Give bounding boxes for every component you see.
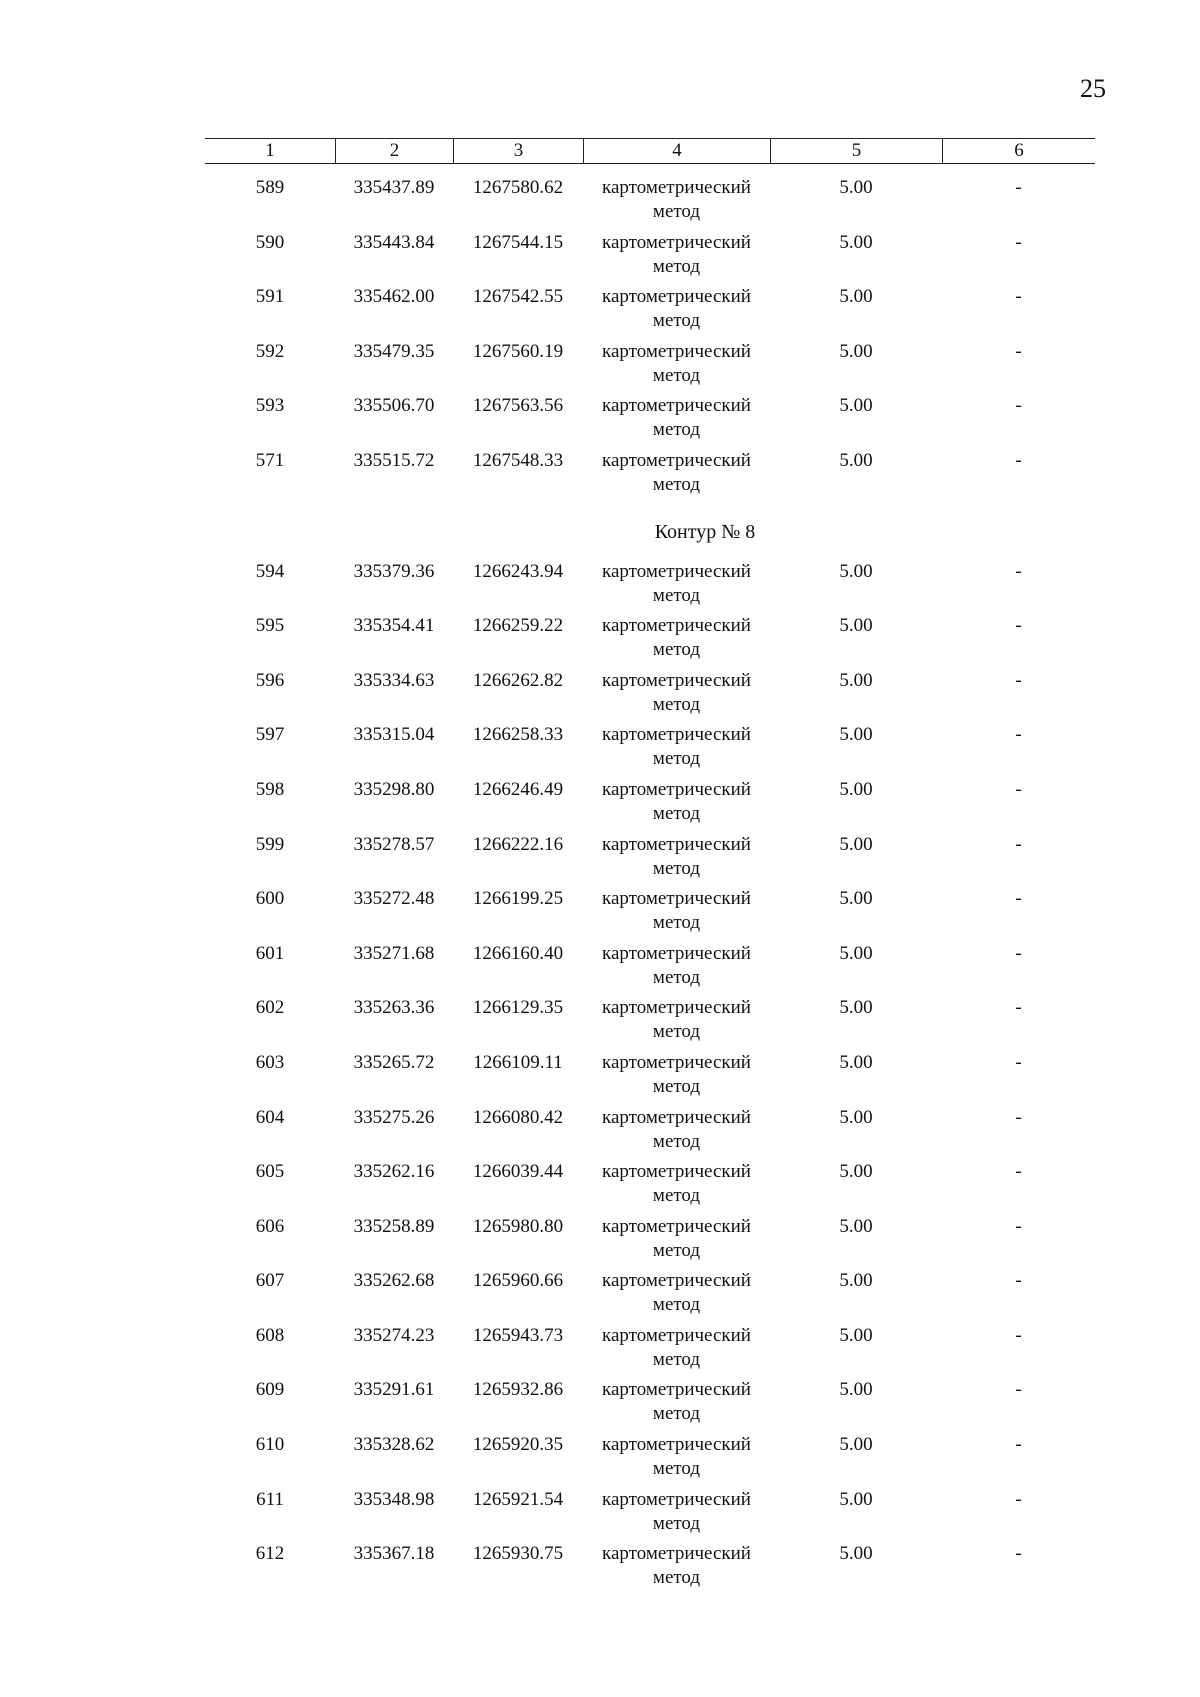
method-line-1: картометрический — [602, 560, 751, 582]
table-row — [205, 231, 1095, 286]
point-number: 571 — [255, 449, 285, 471]
point-number: 591 — [255, 286, 285, 308]
note: - — [1015, 724, 1022, 746]
method-line-2: метод — [652, 639, 701, 661]
coord-y: 1267544.15 — [472, 231, 564, 253]
coord-y: 1266259.22 — [472, 615, 564, 637]
header-col-5: 5 — [770, 139, 942, 163]
point-number: 596 — [255, 669, 285, 691]
accuracy: 5.00 — [839, 1434, 873, 1456]
accuracy: 5.00 — [839, 449, 873, 471]
note: - — [1015, 1051, 1022, 1073]
table-row — [205, 614, 1095, 669]
note: - — [1015, 286, 1022, 308]
coord-y: 1265920.35 — [472, 1434, 564, 1456]
method — [583, 833, 770, 888]
note: - — [1015, 1324, 1022, 1346]
method-line-2: метод — [652, 1130, 701, 1152]
method-line-2: метод — [652, 1239, 701, 1261]
table-row — [205, 1488, 1095, 1543]
coord-x: 335278.57 — [353, 833, 435, 855]
method — [583, 1378, 770, 1433]
coord-x: 335506.70 — [353, 395, 435, 417]
method-line-2: метод — [652, 364, 701, 386]
method-line-2: метод — [652, 1185, 701, 1207]
method-line-1: картометрический — [602, 724, 751, 746]
accuracy: 5.00 — [839, 1488, 873, 1510]
coord-y: 1266262.82 — [472, 669, 564, 691]
method-line-1: картометрический — [602, 833, 751, 855]
method — [583, 560, 770, 615]
coord-y: 1265960.66 — [472, 1270, 564, 1292]
table-row — [205, 669, 1095, 724]
note: - — [1015, 942, 1022, 964]
note: - — [1015, 231, 1022, 253]
note: - — [1015, 1543, 1022, 1565]
method-line-2: метод — [652, 857, 701, 879]
note: - — [1015, 1215, 1022, 1237]
table-row — [205, 778, 1095, 833]
coord-y: 1266160.40 — [472, 942, 564, 964]
coord-y: 1266039.44 — [472, 1161, 564, 1183]
method-line-1: картометрический — [602, 669, 751, 691]
accuracy: 5.00 — [839, 560, 873, 582]
method-line-1: картометрический — [602, 1488, 751, 1510]
point-number: 603 — [255, 1051, 285, 1073]
note: - — [1015, 778, 1022, 800]
method-line-1: картометрический — [602, 1270, 751, 1292]
point-number: 592 — [255, 340, 285, 362]
point-number: 589 — [255, 177, 285, 198]
header-col-2: 2 — [335, 139, 453, 163]
point-number: 607 — [255, 1270, 285, 1292]
coord-x: 335274.23 — [353, 1324, 435, 1346]
coord-x: 335263.36 — [353, 997, 435, 1019]
method — [583, 723, 770, 778]
table-row — [205, 394, 1095, 449]
note: - — [1015, 340, 1022, 362]
point-number: 593 — [255, 395, 285, 417]
coord-y: 1265921.54 — [472, 1488, 564, 1510]
coord-y: 1265930.75 — [472, 1543, 564, 1565]
method-line-2: метод — [652, 419, 701, 441]
note: - — [1015, 1106, 1022, 1128]
method — [583, 176, 770, 231]
method-line-2: метод — [652, 1567, 701, 1589]
accuracy: 5.00 — [839, 231, 873, 253]
header-col-6: 6 — [942, 139, 1095, 163]
method-line-1: картометрический — [602, 1161, 751, 1183]
coord-y: 1266109.11 — [473, 1051, 563, 1073]
coord-y: 1267542.55 — [472, 286, 564, 308]
coord-y: 1265943.73 — [472, 1324, 564, 1346]
table-row — [205, 1160, 1095, 1215]
coord-x: 335379.36 — [353, 560, 435, 582]
point-number: 597 — [255, 724, 285, 746]
accuracy: 5.00 — [839, 997, 873, 1019]
coord-x: 335262.68 — [353, 1270, 435, 1292]
method-line-2: метод — [652, 1075, 701, 1097]
method — [583, 778, 770, 833]
coord-y: 1266199.25 — [472, 888, 564, 910]
method — [583, 1542, 770, 1597]
note: - — [1015, 1379, 1022, 1401]
method — [583, 285, 770, 340]
method-line-1: картометрический — [602, 778, 751, 800]
point-number: 609 — [255, 1379, 285, 1401]
method — [583, 394, 770, 449]
method-line-2: метод — [652, 201, 701, 222]
method-line-2: метод — [652, 1458, 701, 1480]
coord-x: 335275.26 — [353, 1106, 435, 1128]
method-line-1: картометрический — [602, 1324, 751, 1346]
coord-y: 1267580.62 — [472, 177, 564, 198]
method — [583, 1215, 770, 1270]
method-line-2: метод — [652, 473, 701, 495]
accuracy: 5.00 — [839, 778, 873, 800]
table-row — [205, 449, 1095, 504]
method — [583, 1324, 770, 1379]
accuracy: 5.00 — [839, 1324, 873, 1346]
note: - — [1015, 669, 1022, 691]
method-line-1: картометрический — [602, 395, 751, 417]
coord-x: 335265.72 — [353, 1051, 435, 1073]
header-col-4: 4 — [583, 139, 770, 163]
accuracy: 5.00 — [839, 1215, 873, 1237]
point-number: 612 — [255, 1543, 285, 1565]
coord-x: 335367.18 — [353, 1543, 435, 1565]
method-line-1: картометрический — [602, 1215, 751, 1237]
accuracy: 5.00 — [839, 942, 873, 964]
accuracy: 5.00 — [839, 1543, 873, 1565]
note: - — [1015, 615, 1022, 637]
coord-x: 335515.72 — [353, 449, 435, 471]
method-line-1: картометрический — [602, 888, 751, 910]
table-row — [205, 1215, 1095, 1270]
method-line-1: картометрический — [602, 942, 751, 964]
note: - — [1015, 1161, 1022, 1183]
method-line-2: метод — [652, 255, 701, 277]
point-number: 611 — [256, 1488, 284, 1510]
method-line-2: метод — [652, 1403, 701, 1425]
coord-x: 335315.04 — [353, 724, 435, 746]
point-number: 595 — [255, 615, 285, 637]
accuracy: 5.00 — [839, 395, 873, 417]
method — [583, 1433, 770, 1488]
table-row — [205, 1433, 1095, 1488]
coord-x: 335334.63 — [353, 669, 435, 691]
method — [583, 669, 770, 724]
point-number: 601 — [255, 942, 285, 964]
method-line-1: картометрический — [602, 1051, 751, 1073]
point-number: 598 — [255, 778, 285, 800]
note: - — [1015, 833, 1022, 855]
method — [583, 1488, 770, 1543]
method-line-1: картометрический — [602, 1543, 751, 1565]
method-line-1: картометрический — [602, 997, 751, 1019]
method — [583, 1106, 770, 1161]
method-line-2: метод — [652, 966, 701, 988]
accuracy: 5.00 — [839, 286, 873, 308]
method-line-1: картометрический — [602, 449, 751, 471]
table-row — [205, 1051, 1095, 1106]
coord-x: 335262.16 — [353, 1161, 435, 1183]
note: - — [1015, 449, 1022, 471]
table-row — [205, 1324, 1095, 1379]
coord-x: 335354.41 — [353, 615, 435, 637]
point-number: 604 — [255, 1106, 285, 1128]
accuracy: 5.00 — [839, 1106, 873, 1128]
table-row — [205, 1542, 1095, 1597]
note: - — [1015, 560, 1022, 582]
note: - — [1015, 888, 1022, 910]
header-col-3: 3 — [453, 139, 583, 163]
point-number: 594 — [255, 560, 285, 582]
method — [583, 340, 770, 395]
coord-x: 335437.89 — [353, 177, 435, 198]
method-line-1: картометрический — [602, 1379, 751, 1401]
table-row — [205, 560, 1095, 615]
method — [583, 1269, 770, 1324]
method-line-1: картометрический — [602, 1106, 751, 1128]
coord-y: 1265932.86 — [472, 1379, 564, 1401]
coord-y: 1267563.56 — [472, 395, 564, 417]
table-row — [205, 176, 1095, 231]
coord-x: 335258.89 — [353, 1215, 435, 1237]
table-row — [205, 340, 1095, 395]
method-line-2: метод — [652, 748, 701, 770]
point-number: 608 — [255, 1324, 285, 1346]
coord-y: 1266258.33 — [472, 724, 564, 746]
method-line-1: картометрический — [602, 340, 751, 362]
note: - — [1015, 1270, 1022, 1292]
coord-x: 335479.35 — [353, 340, 435, 362]
point-number: 610 — [255, 1434, 285, 1456]
coord-x: 335298.80 — [353, 778, 435, 800]
point-number: 600 — [255, 888, 285, 910]
note: - — [1015, 177, 1022, 198]
table-row — [205, 1106, 1095, 1161]
accuracy: 5.00 — [839, 888, 873, 910]
method — [583, 614, 770, 669]
note: - — [1015, 1434, 1022, 1456]
coord-y: 1266080.42 — [472, 1106, 564, 1128]
table-header — [205, 138, 1095, 164]
accuracy: 5.00 — [839, 1161, 873, 1183]
method — [583, 996, 770, 1051]
coord-x: 335272.48 — [353, 888, 435, 910]
method — [583, 942, 770, 997]
table-row — [205, 1269, 1095, 1324]
table-body — [205, 176, 1095, 1597]
coord-y: 1267560.19 — [472, 340, 564, 362]
coord-x: 335328.62 — [353, 1434, 435, 1456]
method-line-2: метод — [652, 584, 701, 606]
table-row — [205, 887, 1095, 942]
coord-y: 1266129.35 — [472, 997, 564, 1019]
table-row — [205, 1378, 1095, 1433]
accuracy: 5.00 — [839, 340, 873, 362]
coord-y: 1265980.80 — [472, 1215, 564, 1237]
method-line-1: картометрический — [602, 1434, 751, 1456]
method — [583, 231, 770, 286]
method-line-2: метод — [652, 802, 701, 824]
accuracy: 5.00 — [839, 1270, 873, 1292]
method-line-1: картометрический — [602, 177, 751, 198]
accuracy: 5.00 — [839, 615, 873, 637]
coord-y: 1266222.16 — [472, 833, 564, 855]
coord-x: 335271.68 — [353, 942, 435, 964]
method-line-2: метод — [652, 1512, 701, 1534]
coord-x: 335443.84 — [353, 231, 435, 253]
method — [583, 887, 770, 942]
coord-y: 1266246.49 — [472, 778, 564, 800]
coord-x: 335348.98 — [353, 1488, 435, 1510]
method — [583, 1051, 770, 1106]
coord-x: 335462.00 — [353, 286, 435, 308]
accuracy: 5.00 — [839, 724, 873, 746]
coordinates-table — [205, 138, 1095, 1597]
method-line-1: картометрический — [602, 286, 751, 308]
method — [583, 1160, 770, 1215]
table-row — [205, 285, 1095, 340]
method-line-2: метод — [652, 1021, 701, 1043]
point-number: 605 — [255, 1161, 285, 1183]
method-line-2: метод — [652, 310, 701, 332]
table-row — [205, 723, 1095, 778]
note: - — [1015, 997, 1022, 1019]
coord-y: 1267548.33 — [472, 449, 564, 471]
accuracy: 5.00 — [839, 1379, 873, 1401]
accuracy: 5.00 — [839, 1051, 873, 1073]
method-line-1: картометрический — [602, 615, 751, 637]
table-row — [205, 996, 1095, 1051]
coord-y: 1266243.94 — [472, 560, 564, 582]
point-number: 602 — [255, 997, 285, 1019]
point-number: 599 — [255, 833, 285, 855]
coord-x: 335291.61 — [353, 1379, 435, 1401]
method-line-2: метод — [652, 1294, 701, 1316]
header-col-1: 1 — [265, 140, 275, 161]
section-title: Контур № 8 — [654, 520, 756, 543]
note: - — [1015, 1488, 1022, 1510]
table-row — [205, 942, 1095, 997]
table-row — [205, 833, 1095, 888]
note: - — [1015, 395, 1022, 417]
method — [583, 449, 770, 504]
accuracy: 5.00 — [839, 177, 873, 198]
method-line-2: метод — [652, 912, 701, 934]
page-number: 25 — [1080, 74, 1106, 103]
accuracy: 5.00 — [839, 669, 873, 691]
accuracy: 5.00 — [839, 833, 873, 855]
method-line-1: картометрический — [602, 231, 751, 253]
point-number: 590 — [255, 231, 285, 253]
method-line-2: метод — [652, 693, 701, 715]
method-line-2: метод — [652, 1348, 701, 1370]
point-number: 606 — [255, 1215, 285, 1237]
